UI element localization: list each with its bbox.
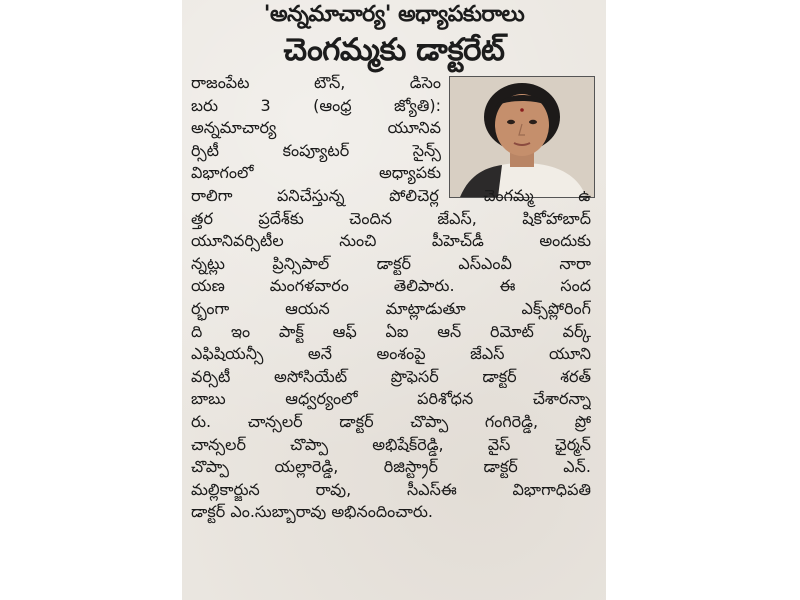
body-line: చొప్పా యల్లారెడ్డి, రిజిస్ట్రార్ డాక్టర్ ఎన్. — [191, 457, 591, 477]
body-line: ది ఇం పాక్ట్ ఆఫ్ ఏఐ ఆన్ రిమోట్ వర్క్ — [191, 321, 591, 341]
body-line: యణ మంగళవారం తెలిపారు. ఈ సంద — [191, 276, 591, 296]
body-line: ర్భంగా ఆయన మాట్లాడుతూ ఎక్స్‌ప్లోరింగ్ — [191, 298, 591, 318]
body-line: ర్సిటీ కంప్యూటర్ సైన్స్ — [191, 140, 441, 160]
body-line: విభాగంలో అధ్యాపకు — [191, 163, 441, 183]
article-body — [191, 72, 591, 524]
body-line: రాలిగా పనిచేస్తున్న పోలిచెర్ల చెంగమ్మ ఉ — [191, 185, 591, 205]
body-line: చాన్సలర్ చొప్పా అభిషేక్‌రెడ్డి, వైస్ ఛైర్మన్ — [191, 434, 591, 454]
body-line: యూనివర్సిటీల నుంచి పీహెచ్‌డీ అందుకు — [191, 231, 591, 251]
body-line: బరు 3 (ఆంధ్ర జ్యోతి): — [191, 95, 441, 115]
body-line: త్తర ప్రదేశ్‌కు చెందిన జేఎస్, షికోహాబాద్ — [191, 208, 591, 228]
body-line: రాజంపేట టౌన్, డిసెం — [191, 73, 441, 92]
body-line: డాక్టర్ ఎం.సుబ్బారావు అభినందించారు. — [191, 502, 434, 522]
body-line: మల్లికార్జున రావు, సీఎస్ఈ విభాగాధిపతి — [191, 479, 591, 499]
article-headline: చెంగమ్మకు డాక్టరేట్ — [283, 32, 505, 68]
body-line: రు. చాన్సలర్ డాక్టర్ చొప్పా గంగిరెడ్డి, ప్రో — [191, 411, 591, 431]
body-line: బాబు ఆధ్వర్యంలో పరిశోధన చేశారన్నా — [191, 389, 591, 409]
article-kicker: 'అన్నమాచార్య' అధ్యాపకురాలు — [263, 2, 525, 27]
body-line: అన్నమాచార్య యూనివ — [191, 118, 441, 138]
body-line: న్నట్లు ప్రిన్సిపాల్ డాక్టర్ ఎస్ఎంవీ నారా — [191, 253, 591, 273]
body-line: ఎఫిషియన్సీ అనే అంశంపై జేఎస్ యూని — [191, 344, 591, 364]
body-line: వర్సిటీ అసోసియేట్ ప్రొఫెసర్ డాక్టర్ శరత్ — [191, 366, 591, 386]
